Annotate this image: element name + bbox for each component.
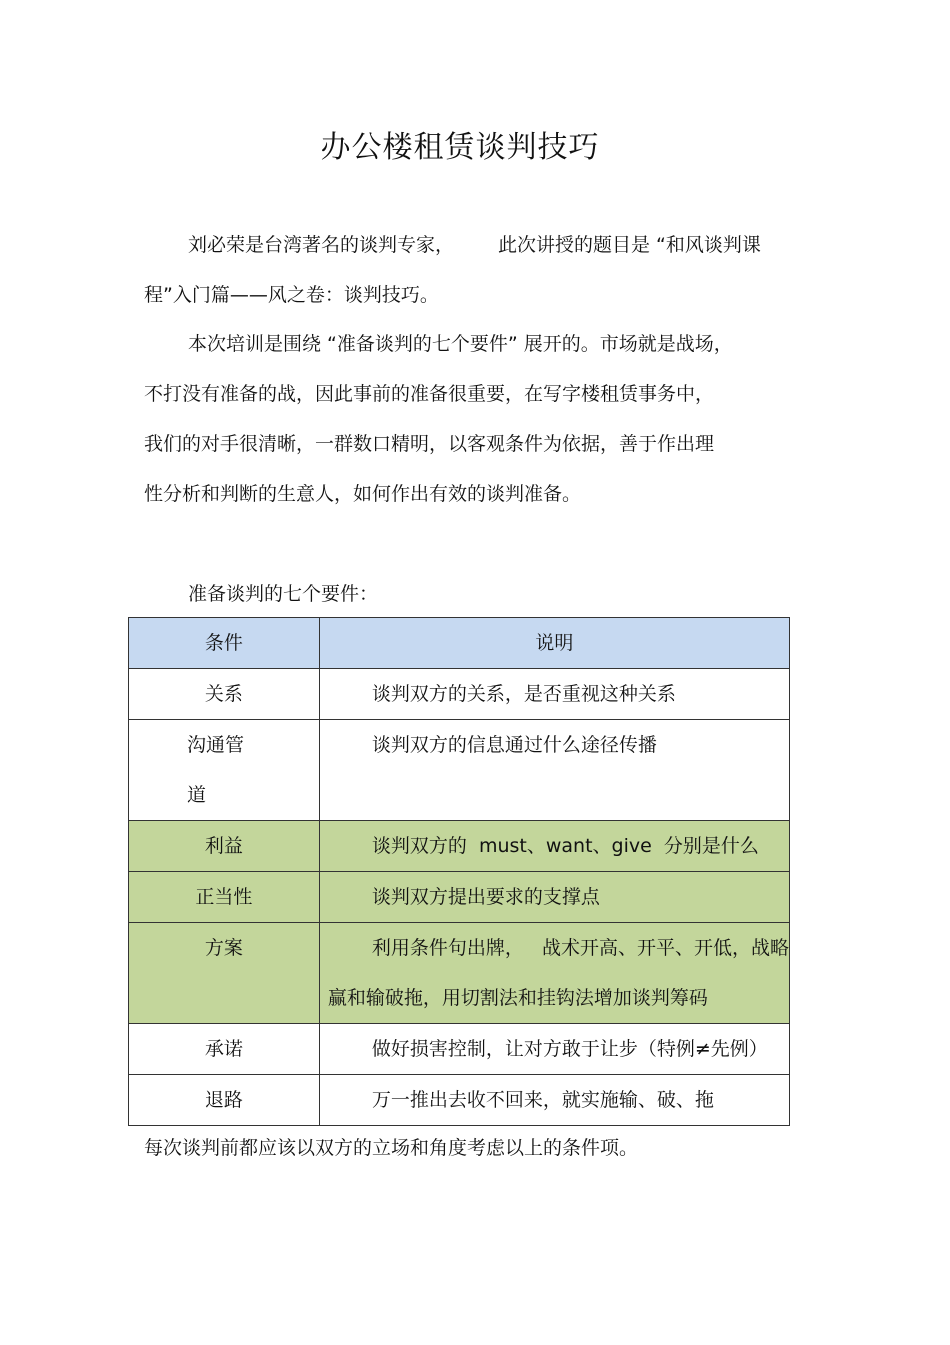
table-caption: 准备谈判的七个要件： — [188, 583, 379, 605]
table-row — [129, 1024, 790, 1075]
table-row — [129, 1075, 790, 1126]
intro-line-2: 程”入门篇——风之卷：谈判技巧。 — [144, 284, 439, 306]
intro-line-4: 不打没有准备的战，因此事前的准备很重要，在写字楼租赁事务中， — [144, 383, 715, 405]
header-description: 说明 — [319, 618, 789, 669]
table-row — [129, 720, 790, 821]
footer-note: 每次谈判前都应该以双方的立场和角度考虑以上的条件项。 — [144, 1137, 639, 1159]
intro-line-6: 性分析和判断的生意人，如何作出有效的谈判准备。 — [144, 483, 582, 505]
table-row — [129, 923, 790, 1024]
table-row — [129, 872, 790, 923]
row-condition: 正当性 — [129, 872, 320, 923]
requirements-table — [128, 617, 790, 1126]
row-description: 万一推出去收不回来，就实施输、破、拖 — [319, 1075, 789, 1126]
intro-line-1b: 此次讲授的题目是 “和风谈判课 — [498, 234, 761, 256]
table-header-row — [129, 618, 790, 669]
table-row — [129, 669, 790, 720]
row-description: 谈判双方的关系，是否重视这种关系 — [319, 669, 789, 720]
row-description: 利用条件句出牌， 战术开高、开平、开低，战略 赢和输破拖，用切割法和挂钩法增加谈判筹码 — [319, 923, 789, 1024]
intro-line-3: 本次培训是围绕 “准备谈判的七个要件” 展开的。市场就是战场， — [188, 333, 733, 355]
document-title: 办公楼租赁谈判技巧 — [320, 130, 600, 165]
row-condition: 利益 — [129, 821, 320, 872]
row-condition: 退路 — [129, 1075, 320, 1126]
row-description: 谈判双方提出要求的支撑点 — [319, 872, 789, 923]
intro-line-5: 我们的对手很清晰，一群数口精明，以客观条件为依据，善于作出理 — [144, 433, 715, 455]
row-condition: 方案 — [129, 923, 320, 1024]
intro-line-1a: 刘必荣是台湾著名的谈判专家， — [188, 234, 455, 256]
row-condition: 承诺 — [129, 1024, 320, 1075]
table-row — [129, 821, 790, 872]
row-condition: 关系 — [129, 669, 320, 720]
row-description: 做好损害控制，让对方敢于让步（特例≠先例） — [319, 1024, 789, 1075]
row-description: 谈判双方的 must、want、give 分别是什么 — [319, 821, 789, 872]
row-description: 谈判双方的信息通过什么途径传播 — [319, 720, 789, 821]
header-condition: 条件 — [129, 618, 320, 669]
row-condition: 沟通管 道 — [129, 720, 320, 821]
